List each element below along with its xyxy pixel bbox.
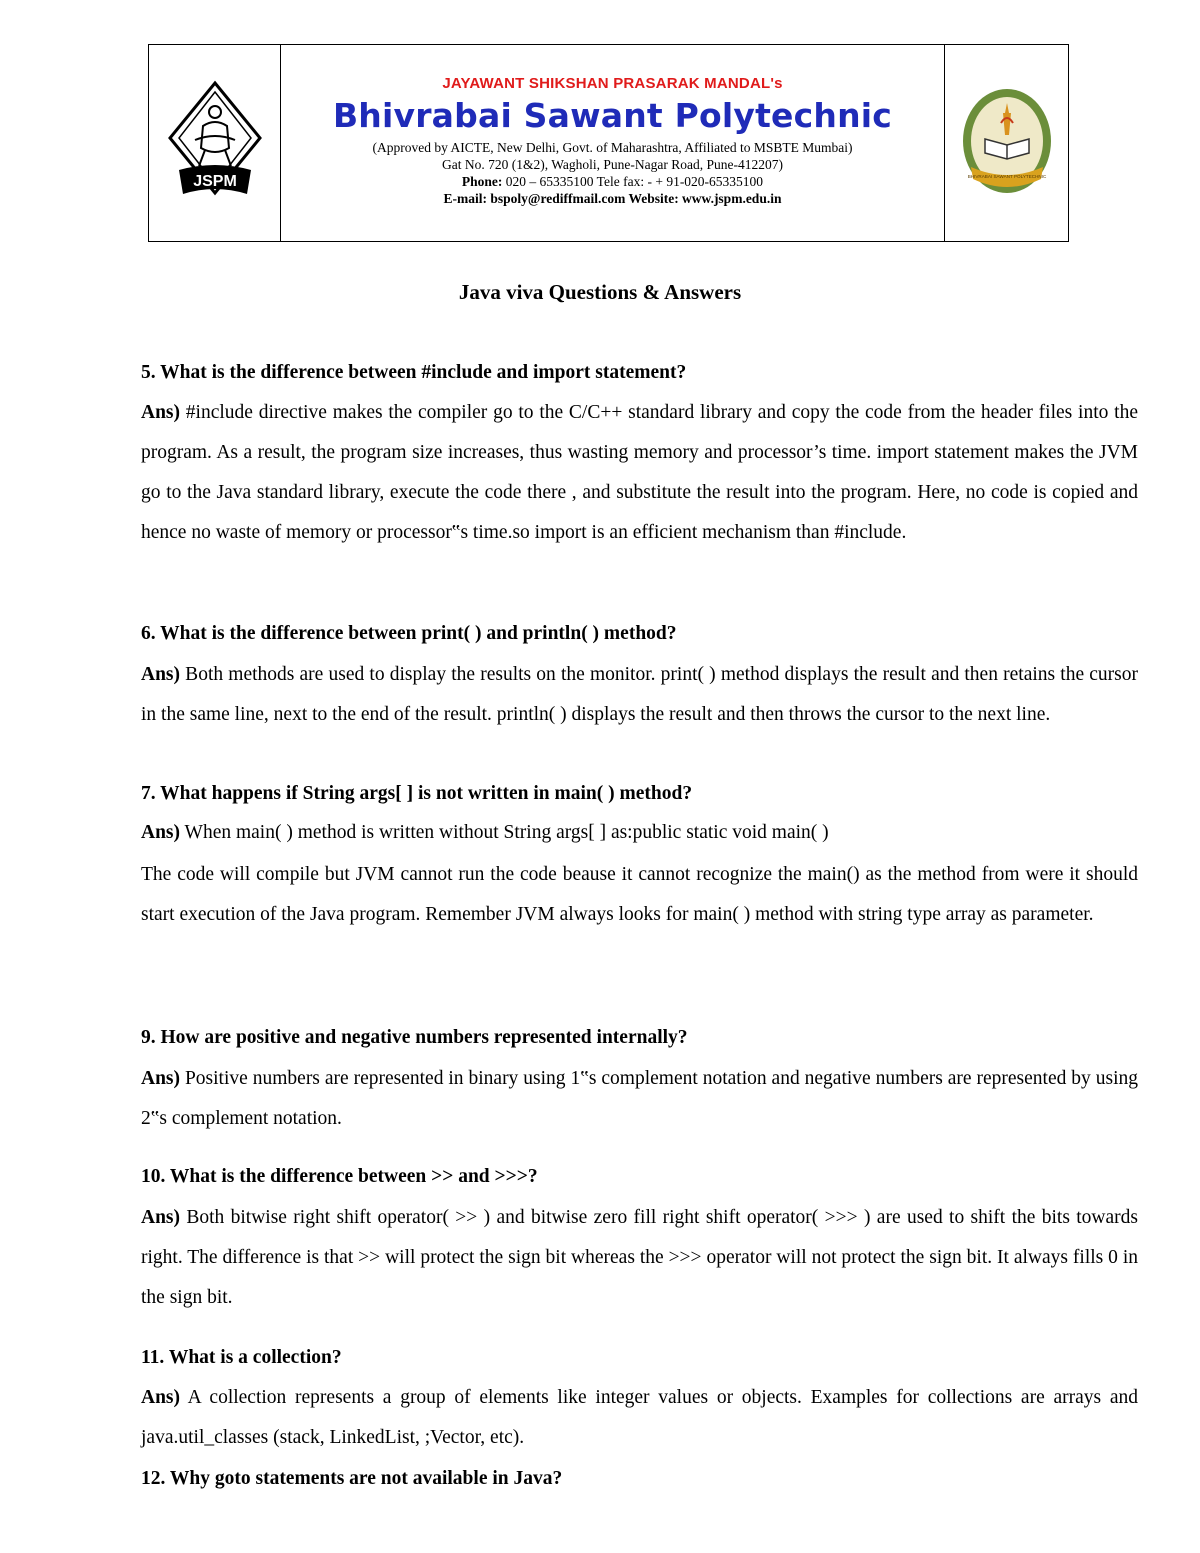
jspm-logo-text: JSPM — [192, 173, 237, 190]
document-title: Java viva Questions & Answers — [458, 280, 742, 304]
question-6: 6. What is the difference between print( ) and println( ) method? — [141, 623, 677, 644]
right-logo-cell — [945, 45, 1068, 241]
ans-label: Ans) — [141, 1207, 181, 1228]
answer-10 — [141, 1198, 1138, 1318]
ans-label: Ans) — [141, 664, 181, 685]
address-line: Gat No. 720 (1&2), Wagholi, Pune-Nagar Road, Pune-412207) — [442, 157, 783, 172]
answer-text: #include directive makes the compiler go to the C/C++ standard library and copy the code from the header files into the program. As a result, the program size increases, thus wasting memory and processor’s time. import statement makes the JVM go to the Java standard library, execute the code there , and substitute the result into the program. Here, no code is copied and hence no waste of memory or processor‟s time.so import is an efficient mechanism than #include. — [141, 402, 1138, 543]
approval-line: (Approved by AICTE, New Delhi, Govt. of Maharashtra, Affiliated to MSBTE Mumbai) — [372, 140, 853, 155]
question-10: 10. What is the difference between >> and >>>? — [141, 1166, 538, 1187]
answer-11 — [141, 1378, 1138, 1458]
institute-details — [281, 45, 945, 241]
ans-label: Ans) — [141, 1068, 181, 1089]
seal-text: BHIVRABAI SAWANT POLYTECHNIC — [967, 174, 1046, 179]
answer-text: Both methods are used to display the results on the monitor. print( ) method displays the result and then retains the cursor in the same line, next to the end of the result. println( ) displays the result and then throws the cursor to the next line. — [141, 664, 1138, 725]
answer-6 — [141, 655, 1138, 735]
answer-9 — [141, 1059, 1138, 1139]
letterhead — [148, 44, 1069, 242]
answer-text: Both bitwise right shift operator( >> ) and bitwise zero fill right shift operator( >>> ) are used to shift the bits towards right. The difference is that >> will protect the sign bit whereas the >>> operator will not protect the sign bit. It always fills 0 in the sign bit. — [141, 1207, 1138, 1308]
institute-name: Bhivrabai Sawant Polytechnic — [332, 96, 893, 135]
answer-text: Positive numbers are represented in binary using 1‟s complement notation and negative numbers are represented by using 2‟s complement notation. — [141, 1068, 1138, 1129]
question-9: 9. How are positive and negative numbers represented internally? — [141, 1027, 688, 1048]
phone-value: 020 – 65335100 Tele fax: - + 91-020-65335100 — [502, 174, 764, 189]
answer-5 — [141, 393, 1138, 553]
answer-7 — [141, 813, 1138, 853]
answer-7-continued: The code will compile but JVM cannot run the code beause it cannot recognize the main() as the method from were it should start execution of the Java program. Remember JVM always looks for main( ) method with string type array as parameter. — [141, 864, 1138, 925]
answer-text: A collection represents a group of elements like integer values or objects. Examples for collections are arrays and java.util_classes (stack, LinkedList, ;Vector, etc). — [141, 1387, 1138, 1448]
email-website-line: E-mail: bspoly@rediffmail.com Website: www.jspm.edu.in — [443, 191, 782, 206]
left-logo-cell — [149, 45, 281, 241]
jspm-logo-icon — [165, 78, 265, 208]
phone-line — [281, 173, 944, 190]
question-5: 5. What is the difference between #include and import statement? — [141, 362, 687, 383]
ans-label: Ans) — [141, 402, 181, 423]
question-7: 7. What happens if String args[ ] is not written in main( ) method? — [141, 783, 693, 804]
answer-text: When main( ) method is written without String args[ ] as:public static void main( ) — [180, 822, 829, 843]
ans-label: Ans) — [141, 822, 181, 843]
question-11: 11. What is a collection? — [141, 1347, 342, 1368]
question-12: 12. Why goto statements are not available in Java? — [141, 1468, 563, 1489]
parent-org: JAYAWANT SHIKSHAN PRASARAK MANDAL's — [442, 75, 783, 92]
ans-label: Ans) — [141, 1387, 181, 1408]
polytechnic-seal-icon — [957, 83, 1057, 203]
phone-label: Phone: — [461, 174, 503, 189]
